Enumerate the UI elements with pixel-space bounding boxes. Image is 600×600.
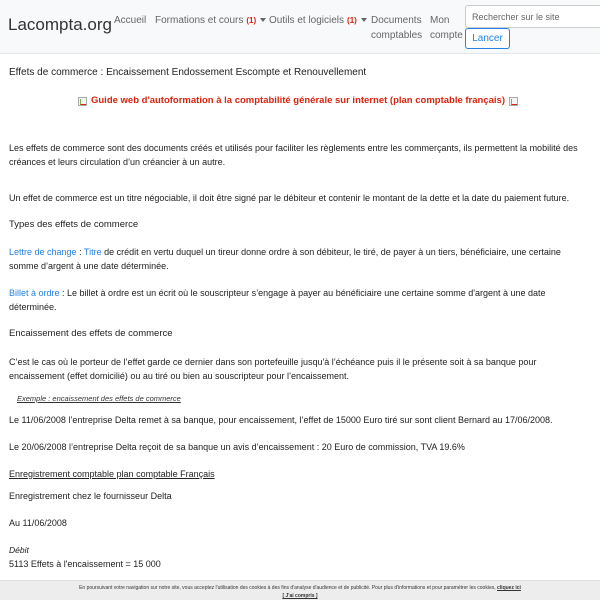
nav-outils-label: Outils et logiciels: [269, 15, 345, 26]
nav-formations-badge: (1): [246, 16, 257, 25]
nav-outils-dropdown[interactable]: [269, 13, 367, 28]
date-line: Au 11/06/2008: [9, 518, 67, 528]
debit-label: Débit: [9, 545, 29, 555]
page-title: Effets de commerce : Encaissement Endossement Escompte et Renouvellement: [9, 67, 367, 78]
lettre-de-change-link[interactable]: Lettre de change: [9, 247, 77, 257]
lettre-de-change-text: de crédit en vertu duquel un tireur donne ordre à son débiteur, le tiré, de payer à un tiers, bénéficiaire, une certaine somme d’argent à une date déterminée.: [9, 247, 561, 271]
debit-line: 5113 Effets à l'encaissement = 15 000: [9, 559, 161, 569]
main-content: [9, 66, 587, 571]
nav-mon-compte[interactable]: [430, 13, 464, 43]
nav-compte-label: Mon compte: [430, 15, 463, 41]
nav-documents-comptables[interactable]: [371, 13, 427, 43]
intro-paragraph-1: Les effets de commerce sont des documents créés et utilisés pour faciliter les règlements entre les commerçants, ils permettent la mobilité des créances et leurs circulation d’un créancier à un autre.: [9, 143, 578, 167]
guide-banner-text: Guide web d'autoformation à la comptabilité générale sur internet (plan comptable français): [90, 95, 505, 106]
nav-accueil-label: Accueil: [114, 15, 147, 26]
search-submit-button[interactable]: Lancer: [465, 28, 510, 49]
example-paragraph-2: Le 20/06/2008 l’entreprise Delta reçoit de sa banque un avis d’encaissement : 20 Euro de commission, TVA 19.6%: [9, 442, 465, 452]
image-placeholder-icon: [78, 97, 87, 106]
section-heading-types: Types des effets de commerce: [9, 219, 139, 230]
billet-a-ordre-link[interactable]: Billet à ordre: [9, 288, 60, 298]
example-title: Exemple : encaissement des effets de commerce: [17, 394, 181, 403]
nav-documents-label: Documents comptables: [371, 15, 423, 41]
cookie-consent-bar: [0, 580, 600, 600]
enregistrement-fournisseur: Enregistrement chez le fournisseur Delta: [9, 491, 172, 501]
chevron-down-icon: [260, 18, 266, 22]
nav-accueil[interactable]: [114, 13, 146, 28]
billet-a-ordre-paragraph: [9, 286, 587, 314]
example-paragraph-1: Le 11/06/2008 l’entreprise Delta remet à sa banque, pour encaissement, l’effet de 15000 Euro tiré sur sont client Bernard au 17/06/2008.: [9, 415, 553, 425]
site-logo-link[interactable]: Lacompta.org: [8, 15, 112, 34]
search-input[interactable]: [465, 5, 600, 28]
nav-formations-dropdown[interactable]: [155, 13, 266, 28]
intro-paragraph-2: Un effet de commerce est un titre négociable, il doit être signé par le débiteur et contenir le montant de la dette et la date du paiement future.: [9, 193, 570, 203]
section-heading-encaissement: Encaissement des effets de commerce: [9, 328, 173, 339]
image-placeholder-icon: [509, 97, 518, 106]
lettre-separator: :: [76, 247, 84, 257]
nav-outils-badge: (1): [347, 16, 357, 25]
guide-banner[interactable]: [9, 94, 587, 108]
titre-link[interactable]: Titre: [83, 247, 102, 257]
cookie-text: En poursuivant votre navigation sur notre site, vous acceptez l'utilisation des cookies à des fins d'analyse d'audience et de publicité. Pour plus d'informations et pour paramétrer les cookies,: [79, 585, 496, 591]
billet-a-ordre-text: : Le billet à ordre est un écrit où le souscripteur s’engage à payer au bénéficiaire une certaine somme d'argent à une date déterminée.: [9, 288, 546, 312]
encaissement-paragraph: C’est le cas où le porteur de l’effet garde ce dernier dans son portefeuille jusqu'à l’échéance puis il le présente soit à sa banque pour encaissement (effet domicilié) ou au tiré ou bien au souscripteur pour l’encaissement.: [9, 357, 537, 381]
chevron-down-icon: [361, 18, 367, 22]
lettre-de-change-paragraph: [9, 245, 587, 273]
cookie-accept-button[interactable]: [ J'ai compris ]: [282, 593, 318, 599]
cookie-more-info-link[interactable]: cliquez ici: [497, 585, 521, 591]
top-navbar: [0, 0, 600, 54]
nav-formations-label: Formations et cours: [155, 15, 244, 26]
enregistrement-heading: Enregistrement comptable plan comptable Français: [9, 469, 215, 479]
